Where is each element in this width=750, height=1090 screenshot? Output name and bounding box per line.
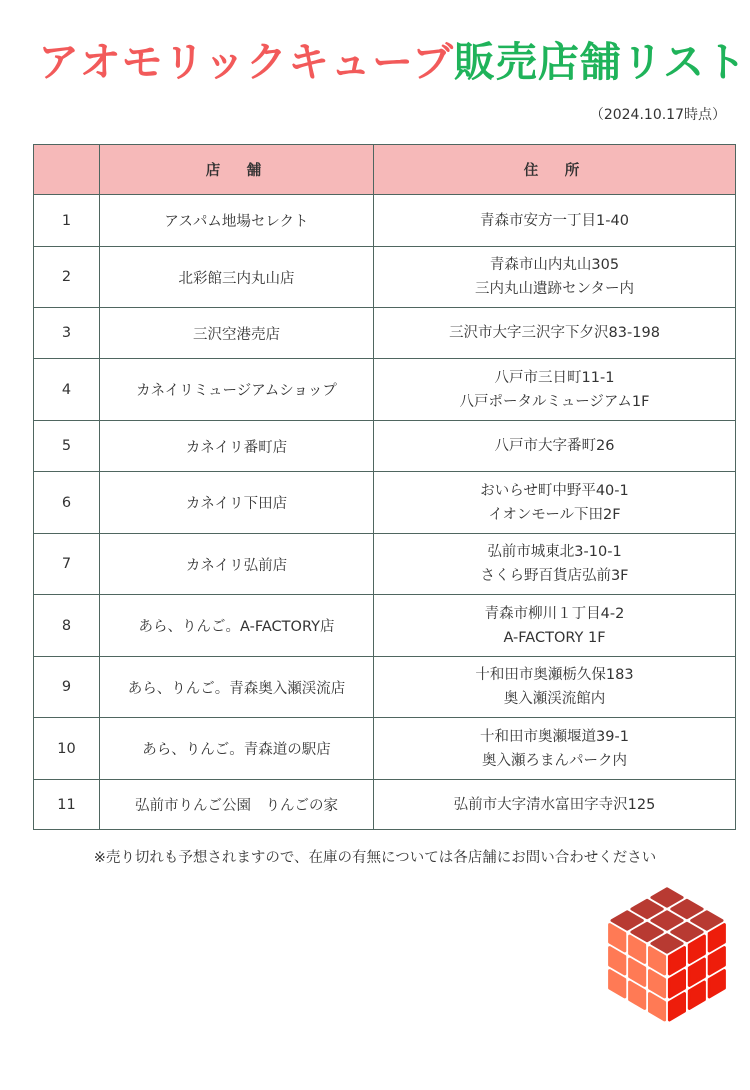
store-name: カネイリ番町店 xyxy=(100,421,374,472)
address-line: 三内丸山遺跡センター内 xyxy=(475,281,634,297)
store-address xyxy=(374,247,736,308)
store-address xyxy=(374,657,736,718)
table-row xyxy=(34,657,736,718)
row-number: 7 xyxy=(34,534,100,595)
store-address xyxy=(374,718,736,780)
table-row xyxy=(34,421,736,472)
store-name: あら、りんご。青森奥入瀬渓流店 xyxy=(100,657,374,718)
table-row xyxy=(34,359,736,421)
address-line: 弘前市城東北3-10-1 xyxy=(487,544,622,560)
address-line: イオンモール下田2F xyxy=(488,506,621,523)
store-address xyxy=(374,308,736,359)
store-name: 北彩館三内丸山店 xyxy=(100,247,374,308)
store-name: あら、りんご。青森道の駅店 xyxy=(100,718,374,780)
header-no xyxy=(34,145,100,195)
store-name: 弘前市りんご公園 りんごの家 xyxy=(100,780,374,830)
table-row xyxy=(34,595,736,657)
table-row xyxy=(34,308,736,359)
table-row xyxy=(34,247,736,308)
title-brand: アオモリックキューブ xyxy=(38,38,454,86)
row-number: 2 xyxy=(34,247,100,308)
address-line: 奥入瀬ろまんパーク内 xyxy=(482,752,627,769)
row-number: 11 xyxy=(34,780,100,830)
store-name: アスパム地場セレクト xyxy=(100,195,374,247)
table-row xyxy=(34,534,736,595)
address-line: A-FACTORY 1F xyxy=(503,629,606,646)
store-address xyxy=(374,595,736,657)
row-number: 3 xyxy=(34,308,100,359)
address-line: 青森市柳川１丁目4-2 xyxy=(484,605,625,622)
store-address xyxy=(374,534,736,595)
address-line: 八戸市大字番町26 xyxy=(494,438,615,454)
header-address: 住 所 xyxy=(374,145,736,195)
store-address xyxy=(374,421,736,472)
page-title xyxy=(38,36,748,88)
row-number: 6 xyxy=(34,472,100,534)
table-row xyxy=(34,718,736,780)
row-number: 10 xyxy=(34,718,100,780)
address-line: 八戸市三日町11-1 xyxy=(494,369,615,386)
row-number: 1 xyxy=(34,195,100,247)
store-name: カネイリ弘前店 xyxy=(100,534,374,595)
table-row xyxy=(34,780,736,830)
store-table xyxy=(33,144,736,830)
store-name: 三沢空港売店 xyxy=(100,308,374,359)
table-header-row xyxy=(34,145,736,195)
store-name: カネイリ下田店 xyxy=(100,472,374,534)
row-number: 5 xyxy=(34,421,100,472)
address-line: おいらせ町中野平40-1 xyxy=(480,482,629,499)
table-row xyxy=(34,472,736,534)
address-line: 青森市山内丸山305 xyxy=(489,257,620,273)
address-line: 十和田市奥瀬堰道39-1 xyxy=(480,728,629,745)
address-line: 三沢市大字三沢字下夕沢83-198 xyxy=(449,325,660,341)
address-line: 弘前市大字清水富田字寺沢125 xyxy=(453,796,656,813)
store-address xyxy=(374,195,736,247)
row-number: 4 xyxy=(34,359,100,421)
store-address xyxy=(374,472,736,534)
store-address xyxy=(374,359,736,421)
table-row xyxy=(34,195,736,247)
header-store: 店 舗 xyxy=(100,145,374,195)
address-line: 青森市安方一丁目1-40 xyxy=(480,212,629,229)
address-line: 奥入瀬渓流館内 xyxy=(503,691,606,707)
row-number: 8 xyxy=(34,595,100,657)
store-name: あら、りんご。A-FACTORY店 xyxy=(100,595,374,657)
address-line: 八戸ポータルミュージアム1F xyxy=(459,393,650,410)
address-line: 十和田市奥瀬栃久保183 xyxy=(475,667,634,683)
address-line: さくら野百貨店弘前3F xyxy=(480,568,629,584)
as-of-date: （2024.10.17時点） xyxy=(589,107,726,123)
store-address xyxy=(374,780,736,830)
row-number: 9 xyxy=(34,657,100,718)
stock-note: ※売り切れも予想されますので、在庫の有無については各店舗にお問い合わせください xyxy=(93,850,657,866)
title-suffix: 販売店舗リスト xyxy=(453,38,748,86)
store-name: カネイリミュージアムショップ xyxy=(100,359,374,421)
rubiks-cube-icon xyxy=(592,880,742,1055)
